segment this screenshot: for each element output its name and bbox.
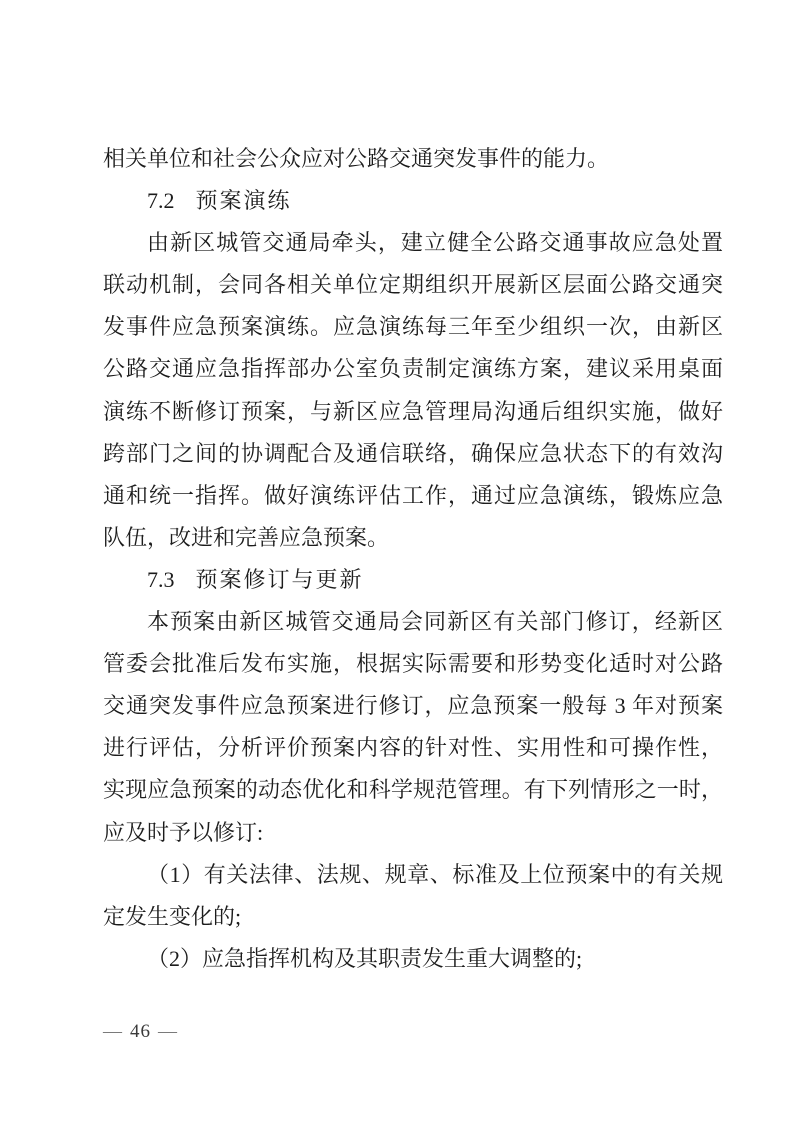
page-number-dash-right: — xyxy=(158,1021,178,1042)
text-line: 队伍，改进和完善应急预案。 xyxy=(103,524,390,550)
section-title: 预案修订与更新 xyxy=(195,566,364,592)
text-line: 管委会批准后发布实施，根据实际需要和形势变化适时对公路 xyxy=(103,651,723,677)
text-line: 公路交通应急指挥部办公室负责制定演练方案，建议采用桌面 xyxy=(103,356,723,382)
text-line: 应及时予以修订: xyxy=(103,819,264,845)
text-line: （1）有关法律、法规、规章、标准及上位预案中的有关规 xyxy=(147,861,723,887)
text-line: 通和统一指挥。做好演练评估工作，通过应急演练，锻炼应急 xyxy=(103,482,723,508)
text-line: （2）应急指挥机构及其职责发生重大调整的; xyxy=(147,945,583,971)
text-line: 实现应急预案的动态优化和科学规范管理。有下列情形之一时， xyxy=(103,777,723,803)
page-number xyxy=(103,1018,178,1046)
text-line: 联动机制，会同各相关单位定期组织开展新区层面公路交通突 xyxy=(103,272,723,298)
section-heading-7-2 xyxy=(103,180,723,222)
section-heading-7-3 xyxy=(103,559,723,601)
page-number-dash-left: — xyxy=(103,1021,123,1042)
section-number: 7.2 xyxy=(147,188,175,214)
text-line: 定发生变化的; xyxy=(103,903,242,929)
section-title: 预案演练 xyxy=(195,188,292,214)
text-block xyxy=(103,138,723,980)
text-line: 交通突发事件应急预案进行修订，应急预案一般每 3 年对预案 xyxy=(103,693,723,719)
text-line: 相关单位和社会公众应对公路交通突发事件的能力。 xyxy=(103,146,610,171)
section-number: 7.3 xyxy=(147,566,175,592)
text-line: 演练不断修订预案，与新区应急管理局沟通后组织实施，做好 xyxy=(103,398,723,424)
text-line: 进行评估，分析评价预案内容的针对性、实用性和可操作性， xyxy=(103,735,723,761)
text-line: 跨部门之间的协调配合及通信联络，确保应急状态下的有效沟 xyxy=(103,440,723,466)
page-number-value: 46 xyxy=(130,1021,151,1042)
text-line: 发事件应急预案演练。应急演练每三年至少组织一次，由新区 xyxy=(103,314,723,340)
text-line: 由新区城管交通局牵头，建立健全公路交通事故应急处置 xyxy=(147,230,723,256)
text-line: 本预案由新区城管交通局会同新区有关部门修订，经新区 xyxy=(147,609,723,635)
